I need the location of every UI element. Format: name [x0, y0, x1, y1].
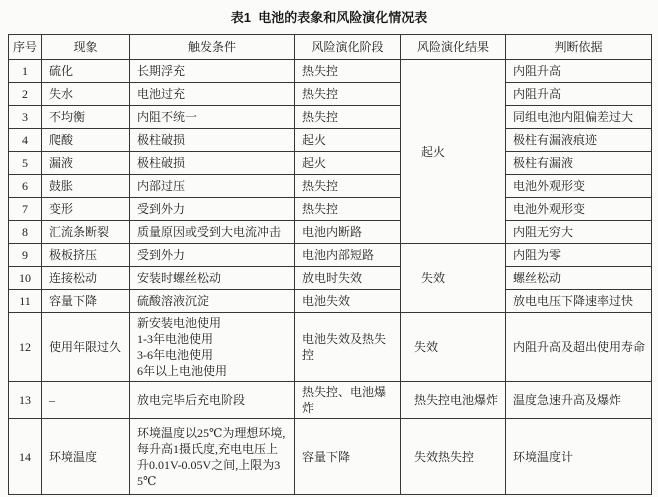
table-row-13 [9, 382, 652, 419]
battery-risk-table [8, 34, 652, 495]
row-number-cell: 6 [9, 175, 42, 198]
table-row-2 [9, 83, 652, 106]
row-number-cell: 2 [9, 83, 42, 106]
table-row-11 [9, 290, 652, 313]
stage-cell: 起火 [295, 129, 401, 152]
trigger-cell: 长期浮充 [130, 60, 295, 83]
trigger-cell: 电池过充 [130, 83, 295, 106]
table-title: 表1 电池的表象和风险演化情况表 [230, 10, 428, 25]
row-number-cell: 9 [9, 244, 42, 267]
trigger-line: 1-3年电池使用 [137, 332, 213, 346]
trigger-cell: 内阻不统一 [130, 106, 295, 129]
phenomenon-cell: 不均衡 [42, 106, 130, 129]
table-row-5 [9, 152, 652, 175]
result-cell: 热失控电池爆炸 [401, 382, 506, 419]
row-number-cell: 12 [9, 313, 42, 382]
basis-cell: 电池外观形变 [506, 175, 652, 198]
table-row-8 [9, 221, 652, 244]
trigger-cell: 安装时螺丝松动 [130, 267, 295, 290]
result-cell: 失效 [401, 313, 506, 382]
phenomenon-cell: 爬酸 [42, 129, 130, 152]
basis-cell: 内阻升高及超出使用寿命 [506, 313, 652, 382]
stage-cell: 电池失效 [295, 290, 401, 313]
row-number-cell: 1 [9, 60, 42, 83]
header-row [9, 35, 652, 60]
basis-cell: 放电电压下降速率过快 [506, 290, 652, 313]
row-number-cell: 13 [9, 382, 42, 419]
table-row-10 [9, 267, 652, 290]
trigger-cell [130, 313, 295, 382]
basis-cell: 电池外观形变 [506, 198, 652, 221]
column-header-0: 序号 [9, 35, 42, 60]
basis-cell: 极柱有漏液痕迹 [506, 129, 652, 152]
trigger-cell: 硫酸溶液沉淀 [130, 290, 295, 313]
basis-cell: 螺丝松动 [506, 267, 652, 290]
trigger-cell: 内部过压 [130, 175, 295, 198]
row-number-cell: 10 [9, 267, 42, 290]
stage-cell: 电池内断路 [295, 221, 401, 244]
stage-cell: 电池内部短路 [295, 244, 401, 267]
table-row-1 [9, 60, 652, 83]
row-number-cell: 14 [9, 419, 42, 495]
column-header-1: 现象 [42, 35, 130, 60]
table-row-3 [9, 106, 652, 129]
trigger-line: 新安装电池使用 [137, 316, 222, 330]
row-number-cell: 3 [9, 106, 42, 129]
stage-cell: 热失控 [295, 198, 401, 221]
stage-cell: 放电时失效 [295, 267, 401, 290]
phenomenon-cell: 失水 [42, 83, 130, 106]
phenomenon-cell: 变形 [42, 198, 130, 221]
basis-cell: 同组电池内阻偏差过大 [506, 106, 652, 129]
table-row-4 [9, 129, 652, 152]
result-cell: 失效热失控 [401, 419, 506, 495]
trigger-cell: 受到外力 [130, 244, 295, 267]
column-header-4: 风险演化结果 [401, 35, 506, 60]
phenomenon-cell: 鼓胀 [42, 175, 130, 198]
row-number-cell: 8 [9, 221, 42, 244]
stage-cell: 容量下降 [295, 419, 401, 495]
table-row-14 [9, 419, 652, 495]
trigger-line: 6年以上电池使用 [137, 364, 228, 378]
trigger-cell: 受到外力 [130, 198, 295, 221]
stage-cell: 起火 [295, 152, 401, 175]
basis-cell: 极柱有漏液 [506, 152, 652, 175]
phenomenon-cell: 容量下降 [42, 290, 130, 313]
stage-cell: 热失控 [295, 60, 401, 83]
table-row-9 [9, 244, 652, 267]
phenomenon-cell: 极板挤压 [42, 244, 130, 267]
basis-cell: 内阻为零 [506, 244, 652, 267]
row-number-cell: 11 [9, 290, 42, 313]
stage-cell: 热失控 [295, 106, 401, 129]
column-header-2: 触发条件 [130, 35, 295, 60]
table-row-12 [9, 313, 652, 382]
trigger-cell: 环境温度以25℃为理想环境,每升高1摄氏度,充电电压上升0.01V-0.05V之间,上限为35℃ [130, 419, 295, 495]
phenomenon-cell: 汇流条断裂 [42, 221, 130, 244]
trigger-cell: 极柱破损 [130, 152, 295, 175]
column-header-3: 风险演化阶段 [295, 35, 401, 60]
phenomenon-cell: 漏液 [42, 152, 130, 175]
stage-cell: 热失控、电池爆炸 [295, 382, 401, 419]
basis-cell: 内阻无穷大 [506, 221, 652, 244]
basis-cell: 内阻升高 [506, 83, 652, 106]
phenomenon-cell: 硫化 [42, 60, 130, 83]
phenomenon-cell: 使用年限过久 [42, 313, 130, 382]
basis-cell: 内阻升高 [506, 60, 652, 83]
phenomenon-cell: 连接松动 [42, 267, 130, 290]
basis-cell: 温度急速升高及爆炸 [506, 382, 652, 419]
phenomenon-cell: 环境温度 [42, 419, 130, 495]
result-cell: 起火 [401, 60, 506, 244]
stage-cell: 热失控 [295, 83, 401, 106]
row-number-cell: 4 [9, 129, 42, 152]
trigger-line: 3-6年电池使用 [137, 348, 213, 362]
stage-cell: 电池失效及热失控 [295, 313, 401, 382]
result-cell: 失效 [401, 244, 506, 313]
trigger-cell: 放电完毕后充电阶段 [130, 382, 295, 419]
table-row-7 [9, 198, 652, 221]
row-number-cell: 7 [9, 198, 42, 221]
column-header-5: 判断依据 [506, 35, 652, 60]
trigger-cell: 质量原因或受到大电流冲击 [130, 221, 295, 244]
row-number-cell: 5 [9, 152, 42, 175]
basis-cell: 环境温度计 [506, 419, 652, 495]
phenomenon-cell: – [42, 382, 130, 419]
stage-cell: 热失控 [295, 175, 401, 198]
trigger-cell: 极柱破损 [130, 129, 295, 152]
table-row-6 [9, 175, 652, 198]
